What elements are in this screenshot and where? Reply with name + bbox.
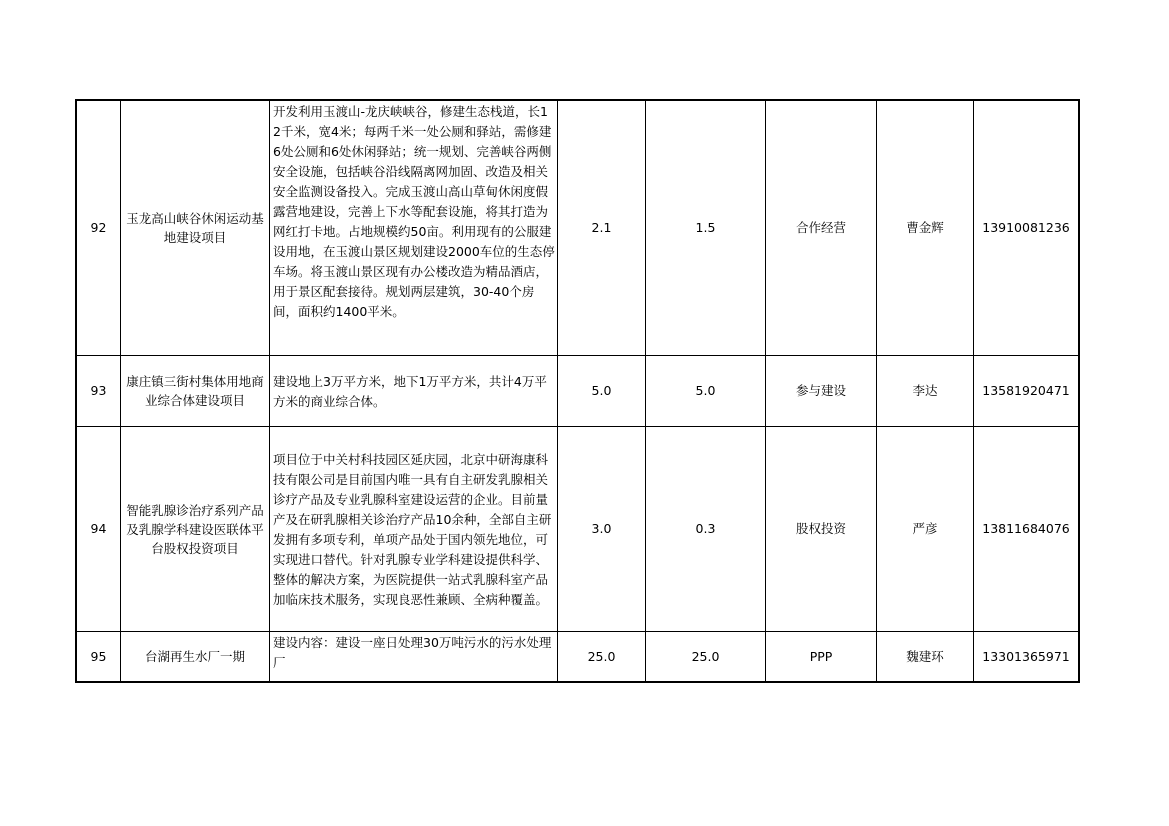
project-name: 玉龙高山峡谷休闲运动基地建设项目 [121,101,270,356]
table-row [77,356,1079,427]
project-name: 康庄镇三街村集体用地商业综合体建设项目 [121,356,270,427]
project-table [76,100,1079,682]
contact-person: 曹金辉 [877,101,974,356]
cooperation-mode: PPP [766,632,877,682]
table-row [77,427,1079,632]
contact-phone: 13301365971 [974,632,1079,682]
contact-phone: 13581920471 [974,356,1079,427]
project-name: 台湖再生水厂一期 [121,632,270,682]
contact-person: 严彦 [877,427,974,632]
row-number: 93 [77,356,121,427]
financing-amount: 5.0 [646,356,766,427]
contact-phone: 13811684076 [974,427,1079,632]
total-investment: 5.0 [558,356,646,427]
row-number: 94 [77,427,121,632]
cooperation-mode: 参与建设 [766,356,877,427]
table-row [77,632,1079,682]
project-description: 项目位于中关村科技园区延庆园，北京中研海康科技有限公司是目前国内唯一具有自主研发乳腺相关诊疗产品及专业乳腺科室建设运营的企业。目前量产及在研乳腺相关诊治疗产品10余种，全部自主研发拥有多项专利，单项产品处于国内领先地位，可实现进口替代。针对乳腺专业学科建设提供科学、整体的解决方案，为医院提供一站式乳腺科室产品加临床技术服务，实现良恶性兼顾、全病种覆盖。 [270,427,558,632]
project-description: 建设内容：建设一座日处理30万吨污水的污水处理厂 [270,632,558,682]
project-description: 开发利用玉渡山-龙庆峡峡谷，修建生态栈道，长12千米，宽4米；每两千米一处公厕和驿站，需修建6处公厕和6处休闲驿站；统一规划、完善峡谷两侧安全设施，包括峡谷沿线隔离网加固、改造及相关安全监测设备投入。完成玉渡山高山草甸休闲度假露营地建设，完善上下水等配套设施，将其打造为网红打卡地。占地规模约50亩。利用现有的公服建设用地，在玉渡山景区规划建设2000车位的生态停车场。将玉渡山景区现有办公楼改造为精品酒店，用于景区配套接待。规划两层建筑，30-40个房间，面积约1400平米。 [270,101,558,356]
table-row [77,101,1079,356]
contact-person: 李达 [877,356,974,427]
financing-amount: 0.3 [646,427,766,632]
total-investment: 3.0 [558,427,646,632]
row-number: 92 [77,101,121,356]
total-investment: 2.1 [558,101,646,356]
cooperation-mode: 合作经营 [766,101,877,356]
contact-person: 魏建环 [877,632,974,682]
cooperation-mode: 股权投资 [766,427,877,632]
total-investment: 25.0 [558,632,646,682]
financing-amount: 1.5 [646,101,766,356]
project-description: 建设地上3万平方米，地下1万平方米，共计4万平方米的商业综合体。 [270,356,558,427]
contact-phone: 13910081236 [974,101,1079,356]
row-number: 95 [77,632,121,682]
financing-amount: 25.0 [646,632,766,682]
project-name: 智能乳腺诊治疗系列产品及乳腺学科建设医联体平台股权投资项目 [121,427,270,632]
